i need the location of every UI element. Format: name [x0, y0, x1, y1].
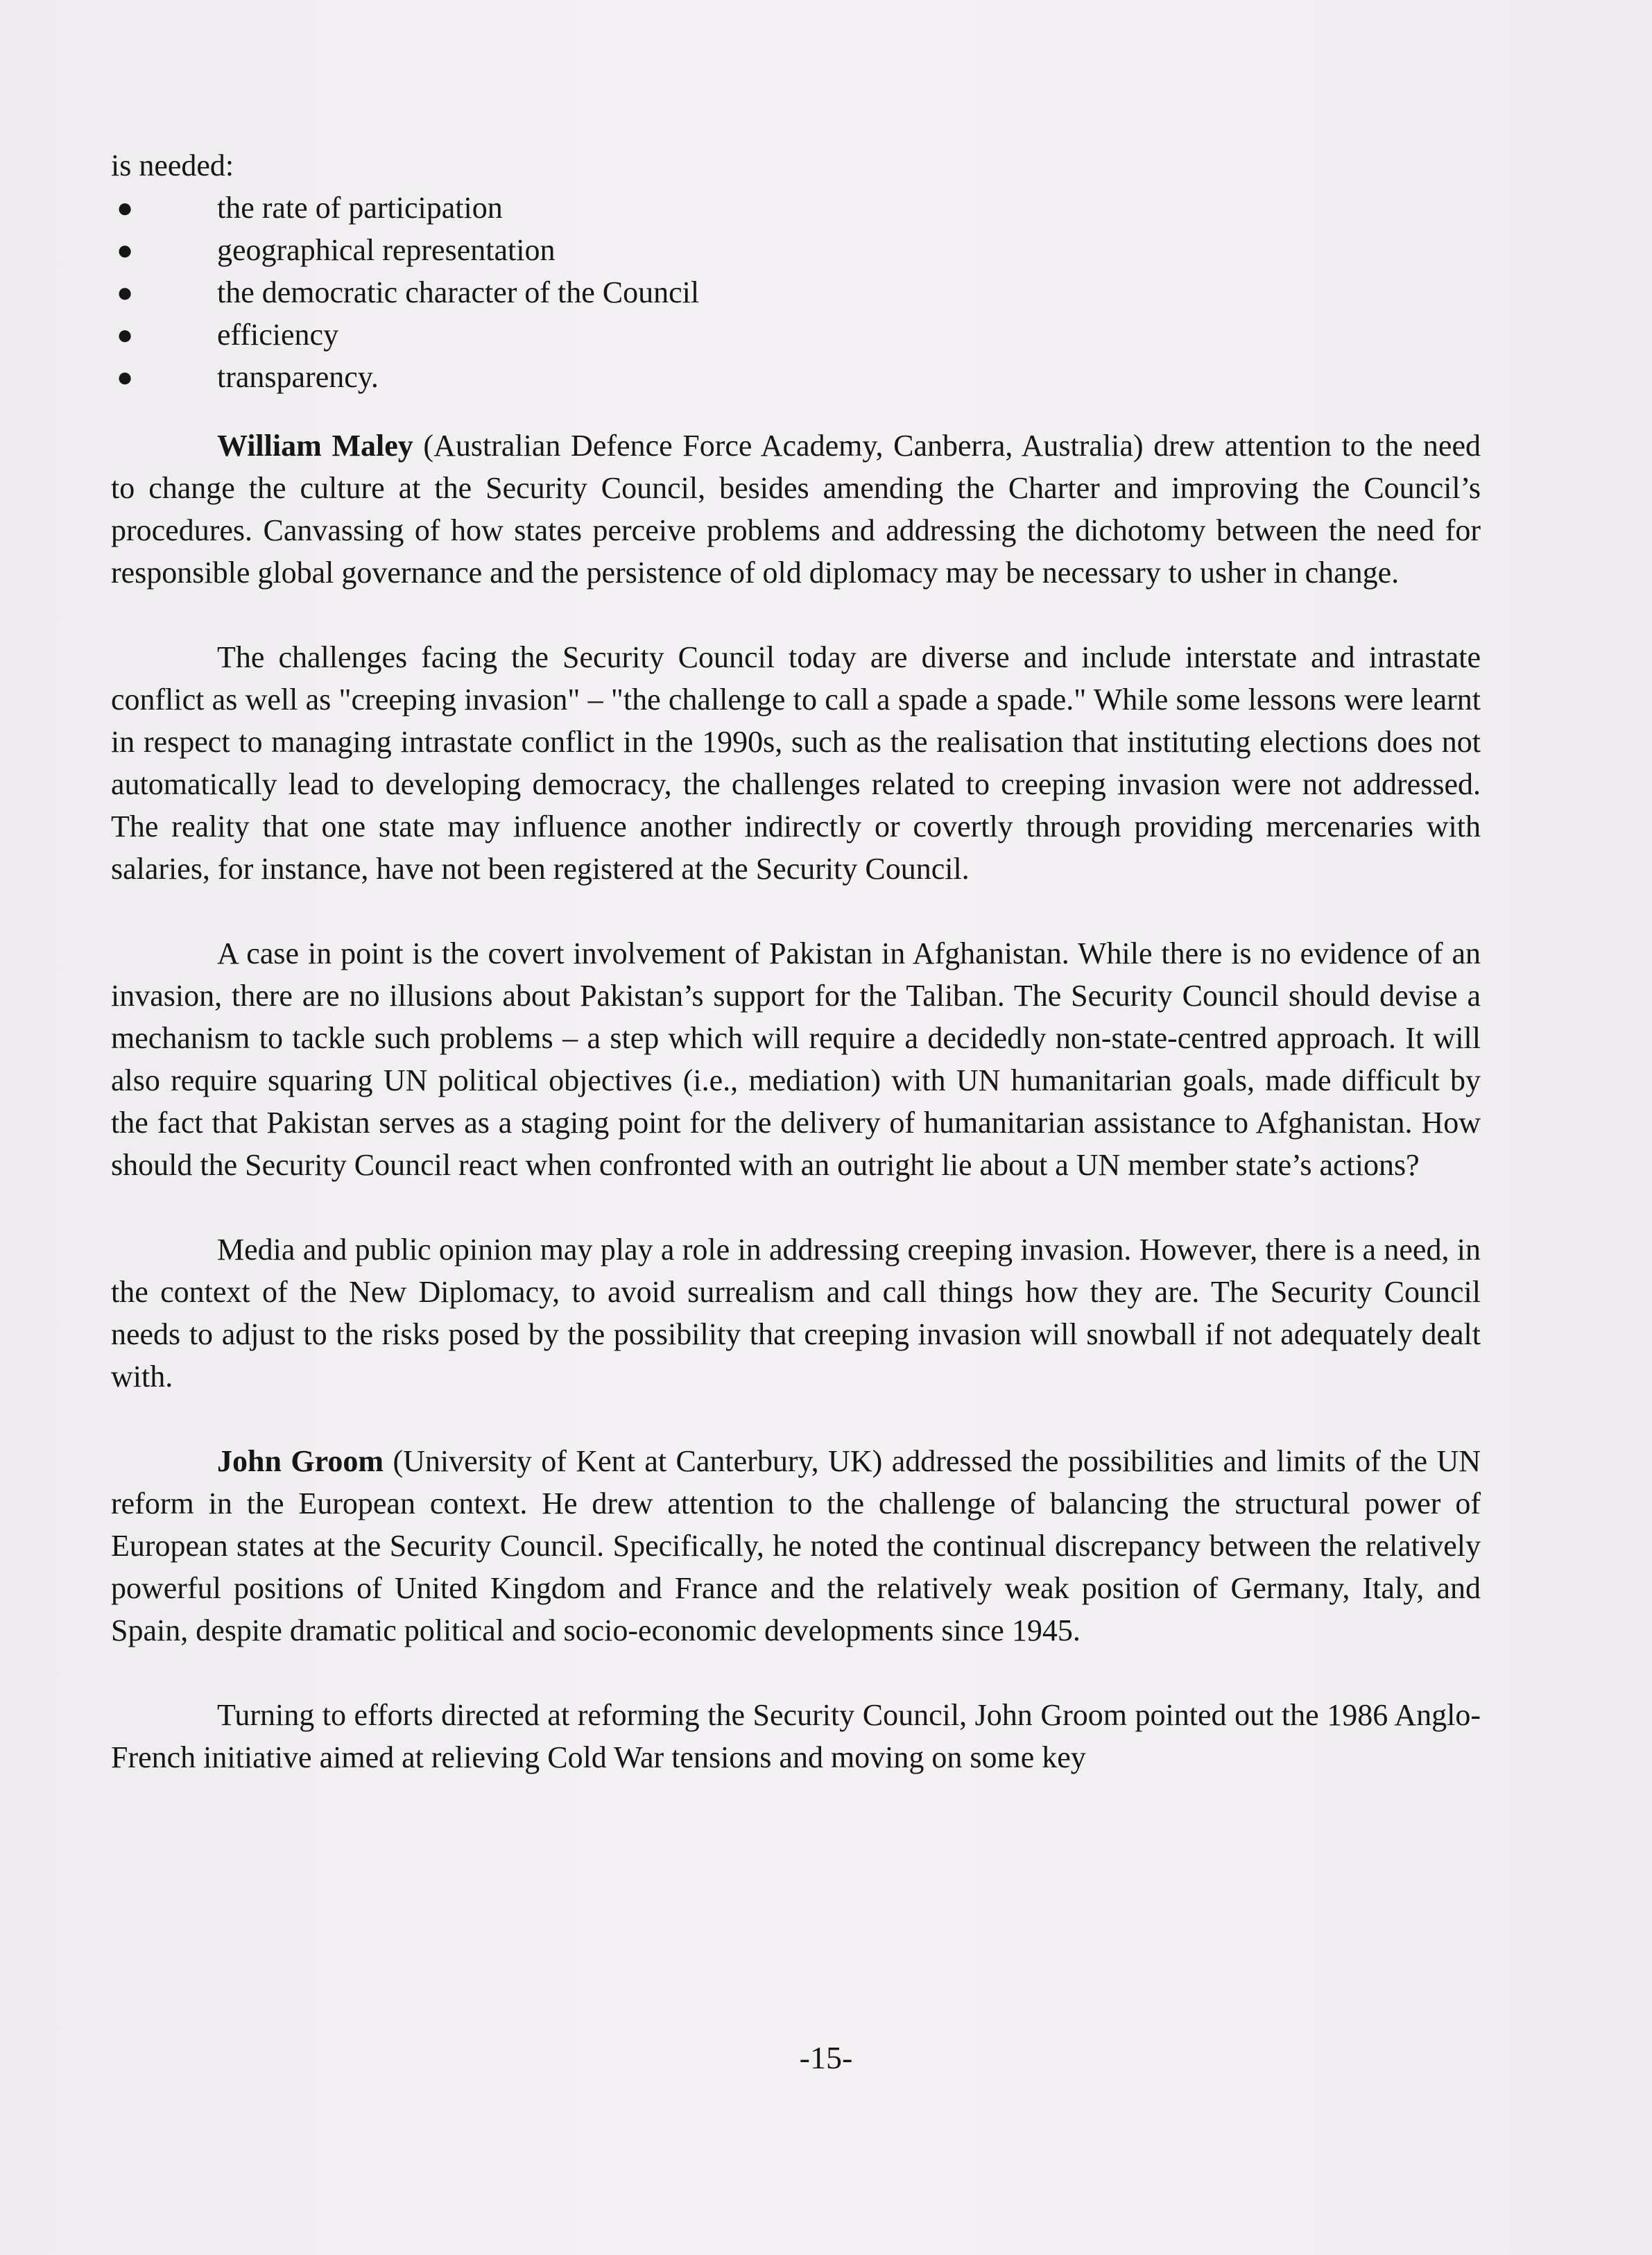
paragraph-pakistan — [111, 932, 1481, 1186]
list-item-text: the democratic character of the Council — [217, 275, 700, 309]
paragraph-media — [111, 1228, 1481, 1398]
paragraph-text: A case in point is the covert involvement of Pakistan in Afghanistan. While there is no evidence of an invasion, there are no illusions about Pakistan’s support for the Taliban. The Security Council should devise a mechanism to tackle such problems – a step which will require a decidedly non-state-centred approach. It will also require squaring UN political objectives (i.e., mediation) with UN humanitarian goals, made difficult by the fact that Pakistan serves as a staging point for the delivery of humanitarian assistance to Afghanistan. How should the Security Council react when confronted with an outright lie about a UN member state’s actions? — [111, 936, 1481, 1182]
bullet-icon: ● — [117, 234, 134, 266]
bullet-icon: ● — [117, 361, 134, 393]
bullet-icon: ● — [117, 277, 134, 308]
list-item-text: transparency. — [217, 360, 379, 394]
paragraph-reform — [111, 1694, 1481, 1778]
list-item — [111, 271, 1481, 314]
list-item-text: the rate of participation — [217, 191, 503, 225]
list-item — [111, 187, 1481, 229]
paragraph-text: Media and public opinion may play a role in addressing creeping invasion. However, there is a need, in the context of the New Diplomacy, to avoid surrealism and call things how they are. The Security Council needs to adjust to the risks posed by the possibility that creeping invasion will snowball if not adequately dealt with. — [111, 1233, 1481, 1394]
document-body — [111, 144, 1481, 1821]
list-item — [111, 314, 1481, 356]
paragraph-maley — [111, 425, 1481, 594]
criteria-list — [111, 187, 1481, 398]
page-number: -15- — [799, 2040, 853, 2075]
list-item-text: efficiency — [217, 318, 339, 352]
speaker-name: John Groom — [217, 1444, 384, 1478]
paragraph-text: (University of Kent at Canterbury, UK) addressed the possibilities and limits of the UN reform in the European context. He drew attention to the challenge of balancing the structural power of European states at the Security Council. Specifically, he noted the continual discrepancy between the relatively powerful positions of United Kingdom and France and the relatively weak position of Germany, Italy, and Spain, despite dramatic political and socio-economic developments since 1945. — [111, 1444, 1481, 1647]
list-item — [111, 356, 1481, 398]
paragraph-text: Turning to efforts directed at reforming the Security Council, John Groom pointed out the 1986 Anglo-French initiative aimed at relieving Cold War tensions and moving on some key — [111, 1698, 1481, 1774]
paragraph-text: (Australian Defence Force Academy, Canberra, Australia) drew attention to the need to change the culture at the Security Council, besides amending the Charter and improving the Council’s procedures. Canvassing of how states perceive problems and addressing the dichotomy between the need for responsible global governance and the persistence of old diplomacy may be necessary to usher in change. — [111, 429, 1481, 590]
paragraph-groom — [111, 1440, 1481, 1652]
paragraph-challenges — [111, 636, 1481, 890]
intro-line: is needed: — [111, 148, 234, 182]
paragraph-text: The challenges facing the Security Council today are diverse and include interstate and intrastate conflict as well as "creeping invasion" – "the challenge to call a spade a spade." While some lessons were learnt in respect to managing intrastate conflict in the 1990s, such as the realisation that instituting elections does not automatically lead to developing democracy, the challenges related to creeping invasion were not addressed. The reality that one state may influence another indirectly or covertly through providing mercenaries with salaries, for instance, have not been registered at the Security Council. — [111, 640, 1481, 886]
list-item-text: geographical representation — [217, 233, 556, 267]
bullet-icon: ● — [117, 319, 134, 350]
bullet-icon: ● — [117, 192, 134, 223]
list-item — [111, 229, 1481, 271]
speaker-name: William Maley — [217, 429, 413, 463]
